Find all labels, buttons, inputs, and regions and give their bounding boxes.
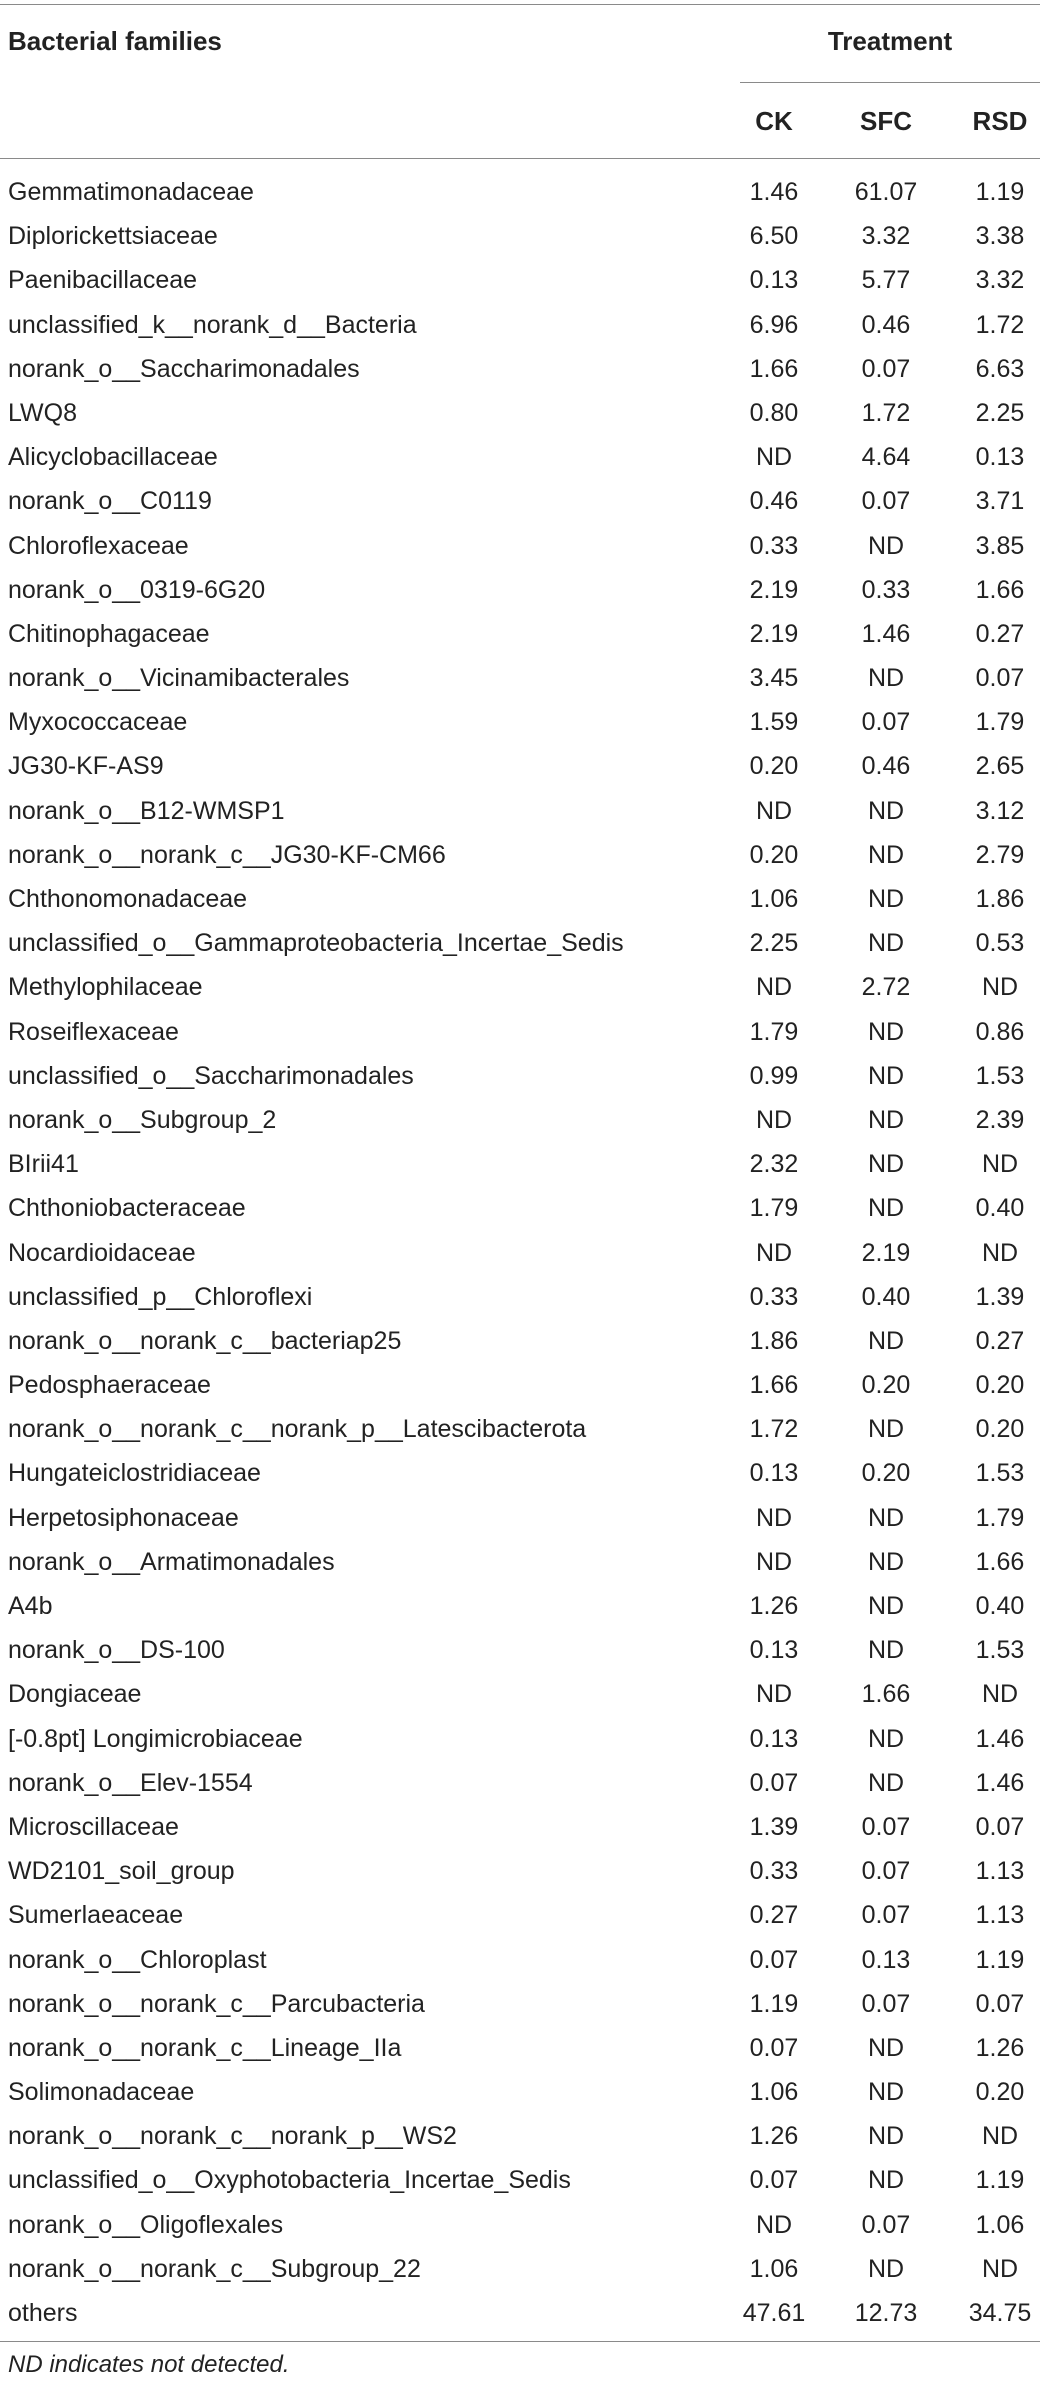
family-name-cell: norank_o__norank_c__Subgroup_22 [8, 2254, 421, 2283]
family-name-cell: Nocardioidaceae [8, 1238, 196, 1267]
family-name-cell: unclassified_o__Saccharimonadales [8, 1061, 414, 1090]
sfc-value-cell: ND [867, 885, 905, 913]
sfc-value-cell: ND [867, 1724, 905, 1753]
sfc-value-cell: 0.46 [861, 310, 911, 339]
family-name-cell: Myxococcaceae [8, 708, 188, 737]
table-row [0, 1098, 1040, 1142]
family-name-cell: Sumerlaeaceae [8, 1901, 184, 1930]
family-name-cell: Solimonadaceae [8, 2078, 195, 2107]
family-name-cell: Paenibacillaceae [8, 266, 198, 295]
table-row [0, 435, 1040, 479]
table-row [0, 965, 1040, 1009]
sfc-value-cell: 0.07 [861, 1812, 911, 1841]
family-name-cell: norank_o__Oligoflexales [8, 2210, 284, 2239]
table-row [0, 1893, 1040, 1937]
family-name-cell: unclassified_o__Gammaproteobacteria_Incertae_Sedis [8, 929, 624, 958]
rsd-value-cell: 2.65 [975, 752, 1025, 781]
ck-value-cell: 1.79 [749, 1017, 799, 1046]
rsd-value-cell: 0.40 [975, 1592, 1025, 1620]
ck-value-cell: 6.50 [749, 222, 799, 251]
ck-value-cell: 2.25 [749, 929, 799, 958]
table-bottom-rule [0, 2341, 1040, 2342]
table-top-rule [0, 4, 1040, 5]
rsd-value-cell: 0.13 [975, 443, 1025, 472]
rsd-value-cell: 3.85 [975, 531, 1025, 560]
family-name-cell: norank_o__norank_c__JG30-KF-CM66 [8, 840, 446, 869]
ck-value-cell: 0.27 [749, 1901, 799, 1930]
rsd-value-cell: 1.86 [975, 885, 1025, 913]
rsd-value-cell: 1.13 [975, 1857, 1025, 1886]
sfc-value-cell: ND [867, 2078, 905, 2107]
ck-value-cell: 0.13 [749, 1459, 799, 1488]
table-row [0, 1849, 1040, 1893]
ck-value-cell: 0.07 [749, 2166, 799, 2195]
header-bottom-rule [0, 158, 1040, 159]
family-name-cell: norank_o__Elev-1554 [8, 1768, 253, 1797]
table-row [0, 524, 1040, 568]
table-row [0, 2247, 1040, 2291]
rsd-value-cell: 0.20 [975, 1415, 1025, 1444]
table-row [0, 1982, 1040, 2026]
rsd-value-cell: 1.79 [975, 1503, 1025, 1532]
sfc-value-cell: ND [867, 2166, 905, 2195]
rsd-value-cell: 0.20 [975, 1371, 1025, 1400]
rsd-value-cell: 2.79 [975, 840, 1025, 869]
sfc-value-cell: ND [867, 2254, 905, 2283]
sfc-value-cell: 5.77 [861, 266, 911, 295]
table-row [0, 1363, 1040, 1407]
rsd-value-cell: ND [981, 973, 1019, 1002]
table-row [0, 2114, 1040, 2158]
rsd-value-cell: 0.53 [975, 929, 1025, 958]
sfc-value-cell: 4.64 [861, 443, 911, 472]
sfc-value-cell: 0.07 [861, 487, 911, 516]
ck-value-cell: 0.07 [749, 1945, 799, 1974]
family-name-cell: Chthoniobacteraceae [8, 1194, 246, 1223]
table-row [0, 1231, 1040, 1275]
header-col-rsd: RSD [972, 106, 1028, 136]
sfc-value-cell: ND [867, 2122, 905, 2151]
table-row [0, 303, 1040, 347]
family-name-cell: Pedosphaeraceae [8, 1371, 211, 1400]
sfc-value-cell: ND [867, 664, 905, 693]
family-name-cell: JG30-KF-AS9 [8, 752, 164, 781]
ck-value-cell: 0.20 [749, 840, 799, 869]
ck-value-cell: ND [755, 1238, 793, 1267]
rsd-value-cell: 3.12 [975, 796, 1025, 825]
header-treatment: Treatment [827, 26, 953, 56]
family-name-cell: A4b [8, 1592, 53, 1620]
family-name-cell: Microscillaceae [8, 1812, 179, 1841]
family-name-cell: norank_o__DS-100 [8, 1636, 225, 1665]
sfc-value-cell: 0.20 [861, 1371, 911, 1400]
rsd-value-cell: 34.75 [968, 2299, 1032, 2327]
rsd-value-cell: 1.06 [975, 2210, 1025, 2239]
rsd-value-cell: 0.27 [975, 619, 1025, 648]
sfc-value-cell: ND [867, 1547, 905, 1576]
rsd-value-cell: ND [981, 2254, 1019, 2283]
sfc-value-cell: 0.07 [861, 708, 911, 737]
table-body [0, 170, 1040, 2335]
family-name-cell: norank_o__B12-WMSP1 [8, 796, 285, 825]
sfc-value-cell: ND [867, 1194, 905, 1223]
table-row [0, 1407, 1040, 1451]
table-row [0, 789, 1040, 833]
rsd-value-cell: 1.19 [975, 2166, 1025, 2195]
rsd-value-cell: 3.71 [975, 487, 1025, 516]
table-row [0, 214, 1040, 258]
sfc-value-cell: ND [867, 929, 905, 958]
table-row [0, 1451, 1040, 1495]
family-name-cell: norank_o__Vicinamibacterales [8, 664, 350, 693]
family-name-cell: Hungateiclostridiaceae [8, 1459, 261, 1488]
table-row [0, 1142, 1040, 1186]
rsd-value-cell: 1.66 [975, 1547, 1025, 1576]
table-row [0, 2026, 1040, 2070]
family-name-cell: norank_o__C0119 [8, 487, 212, 516]
sfc-value-cell: 0.07 [861, 2210, 911, 2239]
rsd-value-cell: 0.07 [975, 1812, 1025, 1841]
family-name-cell: norank_o__norank_c__Lineage_IIa [8, 2033, 402, 2062]
ck-value-cell: 1.46 [749, 178, 799, 206]
table-row [0, 1938, 1040, 1982]
rsd-value-cell: 3.32 [975, 266, 1025, 295]
ck-value-cell: 0.80 [749, 398, 799, 427]
sfc-value-cell: ND [867, 1105, 905, 1134]
sfc-value-cell: ND [867, 796, 905, 825]
ck-value-cell: 0.33 [749, 1857, 799, 1886]
ck-value-cell: 0.33 [749, 1282, 799, 1311]
table-row [0, 347, 1040, 391]
rsd-value-cell: 0.27 [975, 1326, 1025, 1355]
family-name-cell: norank_o__Subgroup_2 [8, 1105, 277, 1134]
ck-value-cell: 0.46 [749, 487, 799, 516]
table-row [0, 612, 1040, 656]
table-row [0, 1319, 1040, 1363]
ck-value-cell: 3.45 [749, 664, 799, 693]
family-name-cell: [-0.8pt] Longimicrobiaceae [8, 1724, 303, 1753]
family-name-cell: norank_o__norank_c__Parcubacteria [8, 1989, 425, 2018]
rsd-value-cell: 0.40 [975, 1194, 1025, 1223]
sfc-value-cell: ND [867, 1503, 905, 1532]
table-row [0, 2158, 1040, 2202]
ck-value-cell: ND [755, 1503, 793, 1532]
table-row [0, 877, 1040, 921]
table-row [0, 921, 1040, 965]
ck-value-cell: 2.19 [749, 619, 799, 648]
rsd-value-cell: ND [981, 1680, 1019, 1709]
family-name-cell: Chthonomonadaceae [8, 885, 248, 913]
rsd-value-cell: 3.38 [975, 222, 1025, 251]
ck-value-cell: 1.39 [749, 1812, 799, 1841]
sfc-value-cell: ND [867, 1017, 905, 1046]
ck-value-cell: ND [755, 973, 793, 1002]
ck-value-cell: 1.19 [749, 1989, 799, 2018]
sfc-value-cell: 61.07 [854, 178, 918, 206]
rsd-value-cell: 1.53 [975, 1636, 1025, 1665]
table-row [0, 479, 1040, 523]
rsd-value-cell: 1.53 [975, 1459, 1025, 1488]
table-row [0, 568, 1040, 612]
family-name-cell: Chloroflexaceae [8, 531, 189, 560]
family-name-cell: Roseiflexaceae [8, 1017, 179, 1046]
family-name-cell: BIrii41 [8, 1150, 79, 1179]
table-row [0, 2203, 1040, 2247]
ck-value-cell: 1.66 [749, 1371, 799, 1400]
family-name-cell: unclassified_k__norank_d__Bacteria [8, 310, 417, 339]
rsd-value-cell: 0.86 [975, 1017, 1025, 1046]
table-row [0, 1717, 1040, 1761]
sfc-value-cell: 1.66 [861, 1680, 911, 1709]
family-name-cell: Diplorickettsiaceae [8, 222, 218, 251]
ck-value-cell: 0.13 [749, 1636, 799, 1665]
table-row [0, 1584, 1040, 1628]
table-row [0, 2070, 1040, 2114]
rsd-value-cell: 0.07 [975, 1989, 1025, 2018]
family-name-cell: norank_o__norank_c__norank_p__WS2 [8, 2122, 457, 2151]
rsd-value-cell: 1.46 [975, 1724, 1025, 1753]
sfc-value-cell: 0.20 [861, 1459, 911, 1488]
sfc-value-cell: ND [867, 1150, 905, 1179]
table-row [0, 833, 1040, 877]
rsd-value-cell: 1.26 [975, 2033, 1025, 2062]
family-name-cell: norank_o__Chloroplast [8, 1945, 267, 1974]
family-name-cell: norank_o__Armatimonadales [8, 1547, 335, 1576]
table-row [0, 1010, 1040, 1054]
rsd-value-cell: ND [981, 1150, 1019, 1179]
family-name-cell: norank_o__0319-6G20 [8, 575, 266, 604]
ck-value-cell: 1.06 [749, 885, 799, 913]
table-row [0, 744, 1040, 788]
family-name-cell: unclassified_p__Chloroflexi [8, 1282, 313, 1311]
sfc-value-cell: 2.72 [861, 973, 911, 1002]
sfc-value-cell: ND [867, 840, 905, 869]
sfc-value-cell: ND [867, 1326, 905, 1355]
rsd-value-cell: ND [981, 1238, 1019, 1267]
ck-value-cell: ND [755, 796, 793, 825]
ck-value-cell: 0.07 [749, 1768, 799, 1797]
sfc-value-cell: ND [867, 1592, 905, 1620]
ck-value-cell: 2.19 [749, 575, 799, 604]
header-bacterial-families: Bacterial families [8, 26, 222, 56]
family-name-cell: unclassified_o__Oxyphotobacteria_Incertae_Sedis [8, 2166, 571, 2195]
ck-value-cell: 1.72 [749, 1415, 799, 1444]
sfc-value-cell: 2.19 [861, 1238, 911, 1267]
sfc-value-cell: ND [867, 1061, 905, 1090]
table-row [0, 1761, 1040, 1805]
ck-value-cell: 0.13 [749, 1724, 799, 1753]
table-row [0, 170, 1040, 214]
sfc-value-cell: ND [867, 531, 905, 560]
ck-value-cell: 0.33 [749, 531, 799, 560]
sfc-value-cell: ND [867, 1636, 905, 1665]
rsd-value-cell: 1.39 [975, 1282, 1025, 1311]
table-row [0, 656, 1040, 700]
sfc-value-cell: ND [867, 1768, 905, 1797]
table-row [0, 1805, 1040, 1849]
header-col-sfc: SFC [860, 106, 912, 136]
family-name-cell: norank_o__norank_c__bacteriap25 [8, 1326, 402, 1355]
sfc-value-cell: 1.72 [861, 398, 911, 427]
table-row [0, 700, 1040, 744]
sfc-value-cell: 1.46 [861, 619, 911, 648]
ck-value-cell: 6.96 [749, 310, 799, 339]
sfc-value-cell: 0.07 [861, 354, 911, 383]
ck-value-cell: 0.13 [749, 266, 799, 295]
ck-value-cell: ND [755, 1105, 793, 1134]
rsd-value-cell: 6.63 [975, 354, 1025, 383]
family-name-cell: Gemmatimonadaceae [8, 178, 254, 206]
sfc-value-cell: 0.07 [861, 1857, 911, 1886]
rsd-value-cell: 1.72 [975, 310, 1025, 339]
ck-value-cell: 0.20 [749, 752, 799, 781]
family-name-cell: Dongiaceae [8, 1680, 142, 1709]
rsd-value-cell: 1.19 [975, 178, 1025, 206]
sfc-value-cell: 0.40 [861, 1282, 911, 1311]
family-name-cell: LWQ8 [8, 398, 77, 427]
ck-value-cell: 0.07 [749, 2033, 799, 2062]
ck-value-cell: 1.26 [749, 2122, 799, 2151]
sfc-value-cell: ND [867, 1415, 905, 1444]
table-row [0, 1054, 1040, 1098]
rsd-value-cell: 0.20 [975, 2078, 1025, 2107]
sfc-value-cell: 0.46 [861, 752, 911, 781]
ck-value-cell: 1.79 [749, 1194, 799, 1223]
ck-value-cell: ND [755, 2210, 793, 2239]
table-row [0, 1540, 1040, 1584]
rsd-value-cell: 1.66 [975, 575, 1025, 604]
sfc-value-cell: 0.13 [861, 1945, 911, 1974]
sfc-value-cell: 0.07 [861, 1901, 911, 1930]
ck-value-cell: ND [755, 1547, 793, 1576]
rsd-value-cell: 1.19 [975, 1945, 1025, 1974]
rsd-value-cell: 2.39 [975, 1105, 1025, 1134]
family-name-cell: Chitinophagaceae [8, 619, 210, 648]
rsd-value-cell: 1.53 [975, 1061, 1025, 1090]
sfc-value-cell: 12.73 [854, 2299, 918, 2327]
rsd-value-cell: 0.07 [975, 664, 1025, 693]
table-footnote: ND indicates not detected. [8, 2351, 290, 2378]
ck-value-cell: 1.59 [749, 708, 799, 737]
family-name-cell: norank_o__Saccharimonadales [8, 354, 360, 383]
family-name-cell: Methylophilaceae [8, 973, 203, 1002]
rsd-value-cell: 1.46 [975, 1768, 1025, 1797]
table-row [0, 1186, 1040, 1230]
family-name-cell: WD2101_soil_group [8, 1857, 235, 1886]
sfc-value-cell: 0.07 [861, 1989, 911, 2018]
rsd-value-cell: 1.79 [975, 708, 1025, 737]
family-name-cell: Alicyclobacillaceae [8, 443, 218, 472]
family-name-cell: Herpetosiphonaceae [8, 1503, 239, 1532]
table-row [0, 1275, 1040, 1319]
rsd-value-cell: 2.25 [975, 398, 1025, 427]
ck-value-cell: 1.26 [749, 1592, 799, 1620]
family-name-cell: norank_o__norank_c__norank_p__Latescibacterota [8, 1415, 587, 1444]
table-row [0, 258, 1040, 302]
table-row [0, 1672, 1040, 1716]
ck-value-cell: 0.99 [749, 1061, 799, 1090]
treatment-sub-rule [740, 82, 1040, 83]
ck-value-cell: ND [755, 443, 793, 472]
ck-value-cell: 1.06 [749, 2254, 799, 2283]
family-name-cell: others [8, 2299, 78, 2327]
rsd-value-cell: ND [981, 2122, 1019, 2151]
ck-value-cell: ND [755, 1680, 793, 1709]
header-col-ck: CK [755, 106, 793, 136]
ck-value-cell: 1.06 [749, 2078, 799, 2107]
sfc-value-cell: 3.32 [861, 222, 911, 251]
rsd-value-cell: 1.13 [975, 1901, 1025, 1930]
sfc-value-cell: ND [867, 2033, 905, 2062]
table-row [0, 1628, 1040, 1672]
table-row [0, 1496, 1040, 1540]
table-row [0, 391, 1040, 435]
ck-value-cell: 2.32 [749, 1150, 799, 1179]
ck-value-cell: 1.66 [749, 354, 799, 383]
sfc-value-cell: 0.33 [861, 575, 911, 604]
ck-value-cell: 1.86 [749, 1326, 799, 1355]
ck-value-cell: 47.61 [742, 2299, 806, 2327]
table-row [0, 2291, 1040, 2335]
